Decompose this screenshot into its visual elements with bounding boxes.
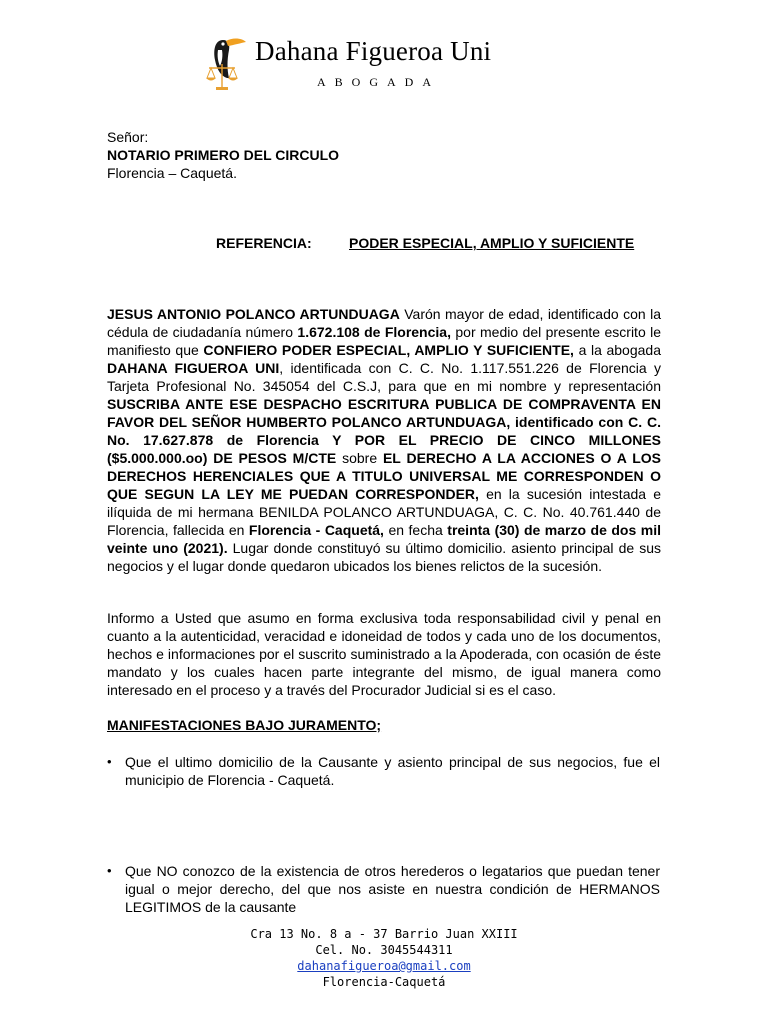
bold-text-run: EL DERECHO A LA ACCIONES O A LOS DERECHOS HERENCIALES QUE A TITULO UNIVERSAL ME CORRESPONDEN O QUE SEGUN LA LEY ME PUEDAN CORRESPONDER,: [107, 450, 661, 502]
reference-value: PODER ESPECIAL, AMPLIO Y SUFICIENTE: [349, 235, 635, 251]
toucan-scales-icon: [205, 30, 247, 92]
footer: [184, 926, 584, 990]
text-run: Varón mayor de edad, identificado con la cédula de ciudadanía número: [107, 306, 661, 340]
body-paragraph-1: [107, 305, 661, 575]
brand-name: Dahana Figueroa Uni: [255, 36, 492, 66]
addressee-city: Florencia – Caquetá.: [107, 165, 237, 181]
text-run: sobre: [336, 450, 383, 466]
brand-role: ABOGADA: [317, 75, 440, 89]
footer-phone: Cel. No. 3045544311: [315, 943, 453, 957]
footer-email-link[interactable]: dahanafigueroa@gmail.com: [297, 959, 471, 973]
text-run: en la sucesión intestada e ilíquida de mi hermana BENILDA POLANCO ARTUNDUAGA, C. C. No. 40.761.440 de Florencia, fallecida en: [107, 486, 661, 538]
bold-text-run: DAHANA FIGUEROA UNI: [107, 360, 280, 376]
list-item: [107, 862, 660, 916]
footer-address: Cra 13 No. 8 a - 37 Barrio Juan XXIII: [250, 927, 518, 941]
text-run: Lugar donde constituyó su último domicilio. asiento principal de sus negocios y el lugar donde quedaron ubicados los bienes relictos de la sucesión.: [107, 540, 661, 574]
addressee: NOTARIO PRIMERO DEL CIRCULO: [107, 147, 340, 163]
bold-text-run: CONFIERO PODER ESPECIAL, AMPLIO Y SUFICIENTE,: [203, 342, 574, 358]
text-run: , identificada con C. C. No. 1.117.551.226 de Florencia y Tarjeta Profesional No. 345054 del C.S.J, para que en mi nombre y representación: [107, 360, 661, 394]
bold-text-run: treinta (30) de marzo de dos mil veinte uno (2021).: [107, 522, 661, 556]
letterhead: [205, 30, 525, 94]
body-paragraph-2: Informo a Usted que asumo en forma exclusiva toda responsabilidad civil y penal en cuanto a la autenticidad, veracidad e idoneidad de todos y cada uno de los documentos, hechos e informaciones por el suscrito suministrado a la Apoderada, con ocasión de éste mandato y los cuales hacen parte integrante del mismo, de igual manera como interesado en el proceso y a través del Procurador Judicial si es el caso.: [107, 610, 661, 698]
bold-text-run: JESUS ANTONIO POLANCO ARTUNDUAGA: [107, 306, 400, 322]
text-run: a la abogada: [573, 342, 661, 358]
list-item: [107, 753, 660, 789]
footer-city: Florencia-Caquetá: [322, 975, 446, 989]
section-heading: MANIFESTACIONES BAJO JURAMENTO;: [107, 717, 382, 733]
text-run: en fecha: [383, 522, 448, 538]
list-item-text: Que NO conozco de la existencia de otros herederos o legatarios que puedan tener igual o mejor derecho, del que nos asiste en nuestra condición de HERMANOS LEGITIMOS de la causante: [125, 863, 660, 915]
recipient-block: [107, 128, 661, 182]
bullet-icon: •: [107, 754, 112, 769]
reference-label: REFERENCIA:: [216, 235, 312, 251]
bold-text-run: Florencia - Caquetá,: [248, 522, 384, 538]
salutation: Señor:: [107, 129, 149, 145]
bold-text-run: 1.672.108 de Florencia,: [297, 324, 451, 340]
reference-line: [216, 235, 635, 251]
bold-text-run: SUSCRIBA ANTE ESE DESPACHO ESCRITURA PUBLICA DE COMPRAVENTA EN FAVOR DEL SEÑOR HUMBERTO POLANCO ARTUNDUAGA, identificado con C. C. No. 17.627.878 de Florencia Y POR EL PRECIO DE CINCO MILLONES ($5.000.000.oo) DE PESOS M/CTE: [107, 396, 661, 466]
text-run: por medio del presente escrito le manifiesto que: [107, 324, 662, 358]
list-item-text: Que el ultimo domicilio de la Causante y asiento principal de sus negocios, fue el municipio de Florencia - Caquetá.: [125, 754, 660, 788]
bullet-icon: •: [107, 863, 112, 878]
